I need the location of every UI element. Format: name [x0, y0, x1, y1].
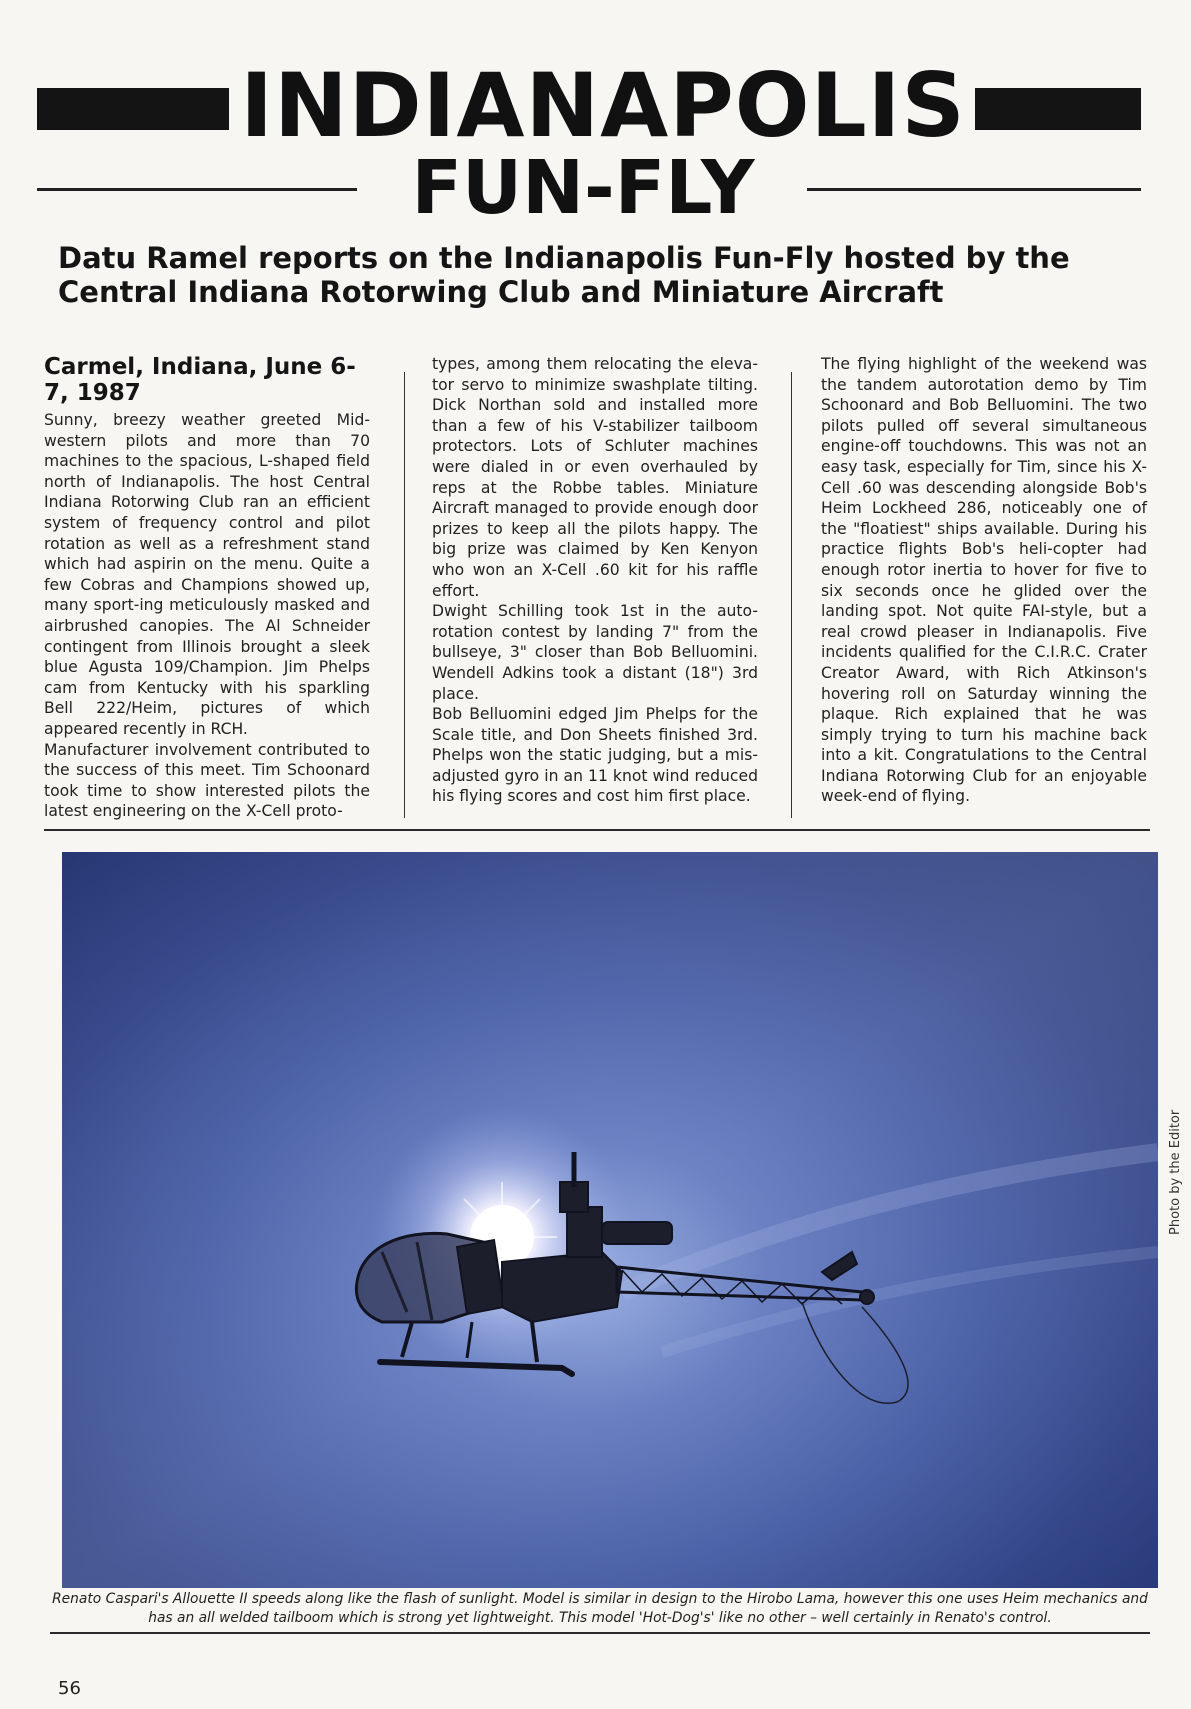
article-column-2 — [432, 354, 758, 807]
subtitle: Datu Ramel reports on the Indianapolis Fun-Fly hosted by the Central Indiana Rotorwing Club and Miniature Aircraft — [58, 241, 1070, 309]
section-rule — [44, 829, 1150, 831]
column-divider — [404, 372, 405, 818]
photo-caption: Renato Caspari's Allouette II speeds along like the flash of sunlight. Model is similar in design to the Hirobo Lama, however this one uses Heim mechanics and has an all welded tailboom which is strong yet lightweight. This model 'Hot-Dog's' like no other – well certainly in Renato's control. — [52, 1591, 1148, 1626]
title-row-1 — [37, 54, 1141, 157]
article-column-3 — [821, 354, 1147, 807]
article-column-1 — [44, 354, 370, 822]
photo-credit: Photo by the Editor — [1168, 1109, 1183, 1235]
paragraph: Manufacturer involvement contributed to the success of this meet. Tim Schoonard took time to show interested pilots the latest engineering on the X-Cell proto- — [44, 740, 370, 821]
title-line-1: INDIANAPOLIS — [240, 54, 966, 157]
paragraph: The flying highlight of the weekend was the tandem autorotation demo by Tim Schoonard and Bob Belluomini. The two pilots pulled off several simultaneous engine-off touchdowns. This was not an easy task, especially for Tim, since his X-Cell .60 was descending alongside Bob's Heim Lockheed 286, noticeably one of the "floatiest" ships available. During his practice flights Bob's heli-copter had enough rotor inertia to hover for five to six seconds once he glided over the landing spot. Not quite FAI-style, but a real crowd pleaser in Indianapolis. Five incidents qualified for the C.I.R.C. Crater Creator Award, with Rich Atkinson's hovering roll on Saturday winning the plaque. Rich explained that he was simply trying to turn his machine back into a kit. Congratulations to the Central Indiana Rotorwing Club for an enjoyable week-end of flying. — [821, 355, 1147, 806]
page-number: 56 — [58, 1678, 81, 1699]
paragraph: Bob Belluomini edged Jim Phelps for the Scale title, and Don Sheets finished 3rd. Phelps won the static judging, but a mis-adjusted gyro in an 11 knot wind reduced his flying scores and cost him first place. — [432, 705, 758, 806]
paragraph: Sunny, breezy weather greeted Mid-western pilots and more than 70 machines to the spacious, L-shaped field north of Indianapolis. The host Central Indiana Rotorwing Club ran an efficient system of frequency control and pilot rotation as well as a refreshment stand which had aspirin on the menu. Quite a few Cobras and Champions showed up, many sport-ing meticulously masked and airbrushed canopies. The Al Schneider contingent from Illinois brought a sleek blue Agusta 109/Champion. Jim Phelps cam from Kentucky with his sparkling Bell 222/Heim, pictures of which appeared recently in RCH. — [44, 411, 370, 738]
paragraph: types, among them relocating the eleva-tor servo to minimize swashplate tilting. Dick Northan sold and installed more than a few of his V-stabilizer tailboom protectors. Lots of Schluter machines were dialed in or even overhauled by reps at the Robbe tables. Miniature Aircraft managed to provide enough door prizes to keep all the pilots happy. The big prize was claimed by Ken Kenyon who won an X-Cell .60 kit for his raffle effort. — [432, 355, 758, 600]
title-line-2: FUN-FLY — [411, 145, 755, 231]
dateline: Carmel, Indiana, June 6-7, 1987 — [44, 354, 356, 406]
column-divider — [791, 372, 792, 818]
footer-rule — [50, 1632, 1150, 1634]
title-row-2 — [37, 145, 1141, 231]
title-bar-right — [975, 88, 1141, 130]
title-rule-left — [37, 188, 357, 191]
title-bar-left — [37, 88, 229, 130]
helicopter-photo — [62, 852, 1158, 1588]
title-rule-right — [807, 188, 1141, 191]
paragraph: Dwight Schilling took 1st in the auto-rotation contest by landing 7" from the bullseye, 3" closer than Bob Belluomini. Wendell Adkins took a distant (18") 3rd place. — [432, 602, 758, 703]
